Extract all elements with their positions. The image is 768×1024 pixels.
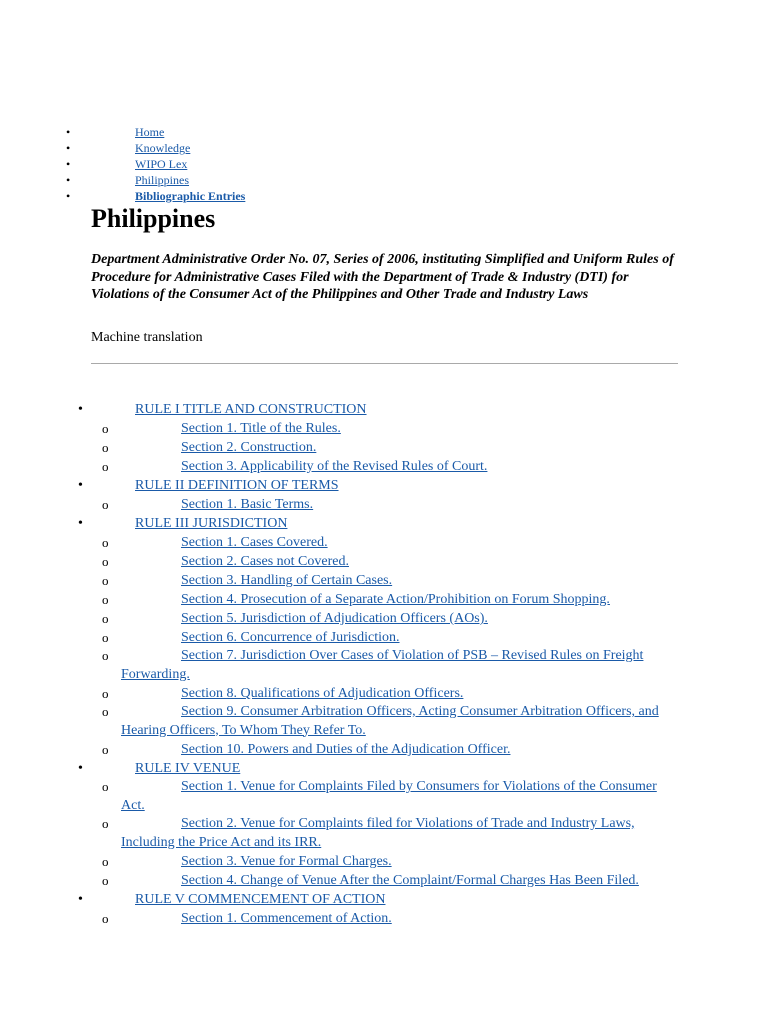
toc-section-link[interactable]: Section 2. Construction. [181, 440, 317, 455]
toc-section-link[interactable]: Section 1. Basic Terms. [181, 497, 314, 512]
toc-section-link[interactable]: Section 8. Qualifications of Adjudication Officers. [181, 686, 464, 701]
toc-section [0, 533, 768, 552]
toc-rule [0, 514, 768, 533]
toc-section-link[interactable]: Section 3. Venue for Formal Charges. [181, 854, 392, 869]
toc-rule [0, 890, 768, 909]
divider [91, 363, 678, 364]
toc-rule [0, 476, 768, 495]
toc-section [0, 703, 768, 740]
toc-section-link[interactable]: Section 4. Change of Venue After the Complaint/Formal Charges Has Been Filed. [181, 873, 639, 888]
toc-section [0, 778, 768, 815]
toc-section-link[interactable]: Section 6. Concurrence of Jurisdiction. [181, 630, 400, 645]
breadcrumb-link-bibliographic-entries[interactable]: Bibliographic Entries [135, 189, 246, 203]
toc-section-link[interactable]: Section 2. Cases not Covered. [181, 554, 349, 569]
toc-section-link[interactable]: Section 4. Prosecution of a Separate Action/Prohibition on Forum Shopping. [181, 592, 610, 607]
machine-translation-label: Machine translation [91, 330, 203, 345]
toc-section [0, 571, 768, 590]
toc-rule-link[interactable]: • RULE II DEFINITION OF TERMS [135, 478, 339, 493]
document-title: Department Administrative Order No. 07, Series of 2006, instituting Simplified and Uniform Rules of Procedure for Administrative Cases Filed with the Department of Trade & Industry (DTI) for Violations of the Consumer Act of the Philippines and Other Trade and Industry Laws [91, 252, 674, 302]
toc-rule-link[interactable]: • RULE IV VENUE [135, 761, 241, 776]
table-of-contents [0, 400, 768, 928]
toc-rule [0, 400, 768, 419]
toc-section-link[interactable]: Section 2. Venue for Complaints filed for Violations of Trade and Industry Laws, Including the Price Act and its IRR. [121, 816, 635, 850]
toc-section [0, 852, 768, 871]
toc-section-link[interactable]: Section 1. Commencement of Action. [181, 911, 392, 926]
toc-section-link[interactable]: Section 7. Jurisdiction Over Cases of Violation of PSB – Revised Rules on Freight Forwarding. [121, 648, 644, 682]
breadcrumb-link-knowledge[interactable]: Knowledge [135, 141, 191, 155]
toc-section [0, 590, 768, 609]
page-title: Philippines [91, 204, 216, 233]
toc-section [0, 628, 768, 647]
toc-section [0, 495, 768, 514]
toc-section [0, 740, 768, 759]
toc-rule-link[interactable]: • RULE III JURISDICTION [135, 516, 288, 531]
toc-section-link[interactable]: Section 10. Powers and Duties of the Adjudication Officer. [181, 742, 511, 757]
toc-rule [0, 759, 768, 778]
toc-section [0, 552, 768, 571]
toc-rule-link[interactable]: • RULE V COMMENCEMENT OF ACTION [135, 892, 386, 907]
toc-section [0, 815, 768, 852]
toc-section-link[interactable]: Section 3. Applicability of the Revised Rules of Court. [181, 459, 488, 474]
toc-section [0, 609, 768, 628]
toc-section [0, 909, 768, 928]
breadcrumb-link-philippines[interactable]: Philippines [135, 173, 190, 187]
toc-section-link[interactable]: Section 1. Cases Covered. [181, 535, 328, 550]
toc-section [0, 457, 768, 476]
toc-rule-link[interactable]: • RULE I TITLE AND CONSTRUCTION [135, 402, 367, 417]
toc-section [0, 419, 768, 438]
toc-section-link[interactable]: Section 1. Title of the Rules. [181, 421, 341, 436]
breadcrumb-link-wipo-lex[interactable]: WIPO Lex [135, 157, 188, 171]
toc-section-link[interactable]: Section 9. Consumer Arbitration Officers, Acting Consumer Arbitration Officers, and Hearing Officers, To Whom They Refer To. [121, 704, 659, 738]
toc-section [0, 438, 768, 457]
toc-section-link[interactable]: Section 1. Venue for Complaints Filed by Consumers for Violations of the Consumer Act. [121, 779, 657, 813]
toc-section-link[interactable]: Section 5. Jurisdiction of Adjudication Officers (AOs). [181, 611, 488, 626]
toc-section [0, 647, 768, 684]
toc-section-link[interactable]: Section 3. Handling of Certain Cases. [181, 573, 393, 588]
toc-section [0, 871, 768, 890]
breadcrumb-link-home[interactable]: Home [135, 125, 165, 139]
toc-section [0, 684, 768, 703]
